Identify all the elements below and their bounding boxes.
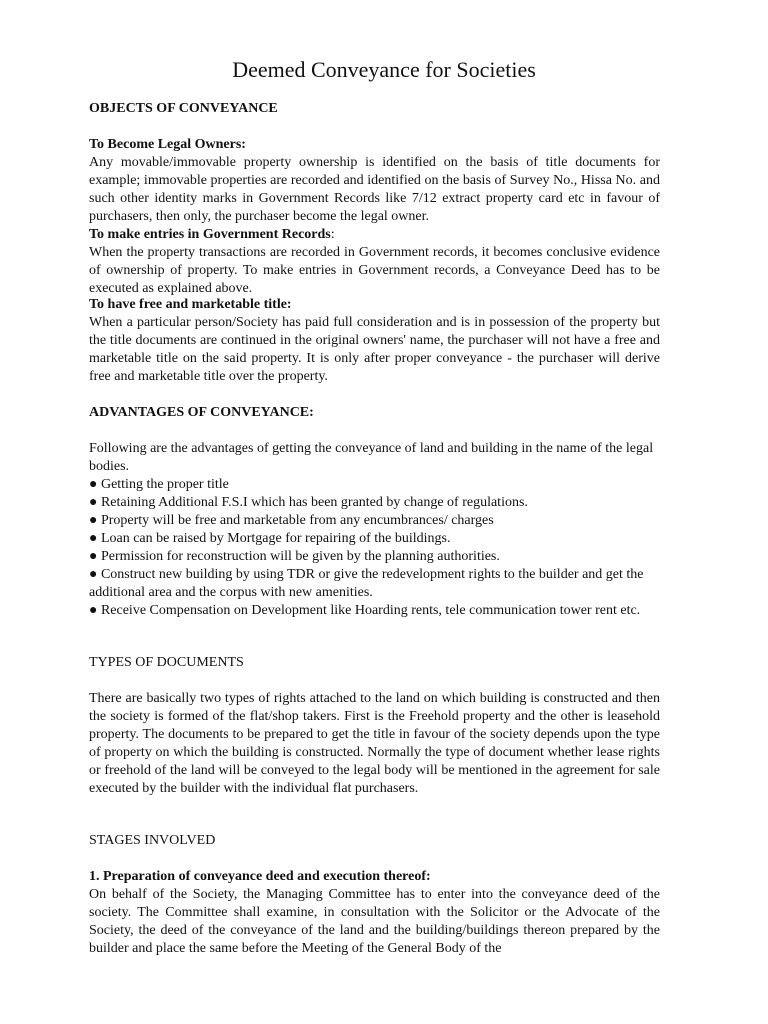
advantages-heading: ADVANTAGES OF CONVEYANCE: — [89, 405, 314, 420]
government-records-paragraph: When the property transactions are recorded in Government records, it becomes conclusive evidence of ownership of property. To make entries in Government records, a Conveyance Deed has to be executed as explained above. — [89, 245, 660, 296]
government-records-subheading-line — [89, 226, 660, 244]
list-item: ● Construct new building by using TDR or give the redevelopment rights to the builder and get the additional area and the corpus with new amenities. — [89, 567, 644, 600]
objects-heading: OBJECTS OF CONVEYANCE — [89, 101, 278, 116]
legal-owners-paragraph: Any movable/immovable property ownership is identified on the basis of title documents for example; immovable properties are recorded and identified on the basis of Survey No., Hissa No. and such other identity marks in Government Records like 7/12 extract property card etc in favour of purchasers, then only, the purchaser become the legal owner. — [89, 155, 660, 224]
marketable-title-subheading: To have free and marketable title: — [89, 297, 292, 312]
stages-heading: STAGES INVOLVED — [89, 833, 216, 848]
list-item: ● Getting the proper title — [89, 477, 229, 492]
list-item: ● Receive Compensation on Development like Hoarding rents, tele communication tower rent etc. — [89, 603, 641, 618]
list-item: ● Retaining Additional F.S.I which has been granted by change of regulations. — [89, 495, 528, 510]
conveyance-deed-subheading: 1. Preparation of conveyance deed and execution thereof: — [89, 869, 431, 884]
advantages-intro: Following are the advantages of getting the conveyance of land and building in the name of the legal bodies. — [89, 441, 654, 474]
legal-owners-subheading: To Become Legal Owners: — [89, 137, 246, 152]
conveyance-deed-paragraph: On behalf of the Society, the Managing Committee has to enter into the conveyance deed of the society. The Committee shall examine, in consultation with the Solicitor or the Advocate of the Society, the deed of the conveyance of the land and the building/buildings thereon prepared by the builder and place the same before the Meeting of the General Body of the — [89, 887, 660, 956]
advantages-list-container — [89, 476, 660, 620]
list-item: ● Property will be free and marketable from any encumbrances/ charges — [89, 513, 494, 528]
list-item: ● Loan can be raised by Mortgage for repairing of the buildings. — [89, 531, 451, 546]
page-title: Deemed Conveyance for Societies — [232, 57, 536, 82]
list-item: ● Permission for reconstruction will be given by the planning authorities. — [89, 549, 500, 564]
types-heading: TYPES OF DOCUMENTS — [89, 655, 244, 670]
government-records-subheading: To make entries in Government Records — [89, 227, 331, 242]
government-records-colon: : — [330, 227, 335, 242]
marketable-title-paragraph: When a particular person/Society has paid full consideration and is in possession of the property but the title documents are continued in the original owners' name, the purchaser will not have a free and marketable title on the said property. It is only after proper conveyance - the purchaser will derive free and marketable title over the property. — [89, 315, 660, 384]
advantages-list — [89, 476, 660, 620]
types-paragraph: There are basically two types of rights attached to the land on which building is constructed and then the society is formed of the flat/shop takers. First is the Freehold property and the other is leasehold property. The documents to be prepared to get the title in favour of the society depends upon the type of property on which the building is constructed. Normally the type of document whether lease rights or freehold of the land will be conveyed to the legal body will be mentioned in the agreement for sale executed by the builder with the individual flat purchasers. — [89, 691, 660, 796]
